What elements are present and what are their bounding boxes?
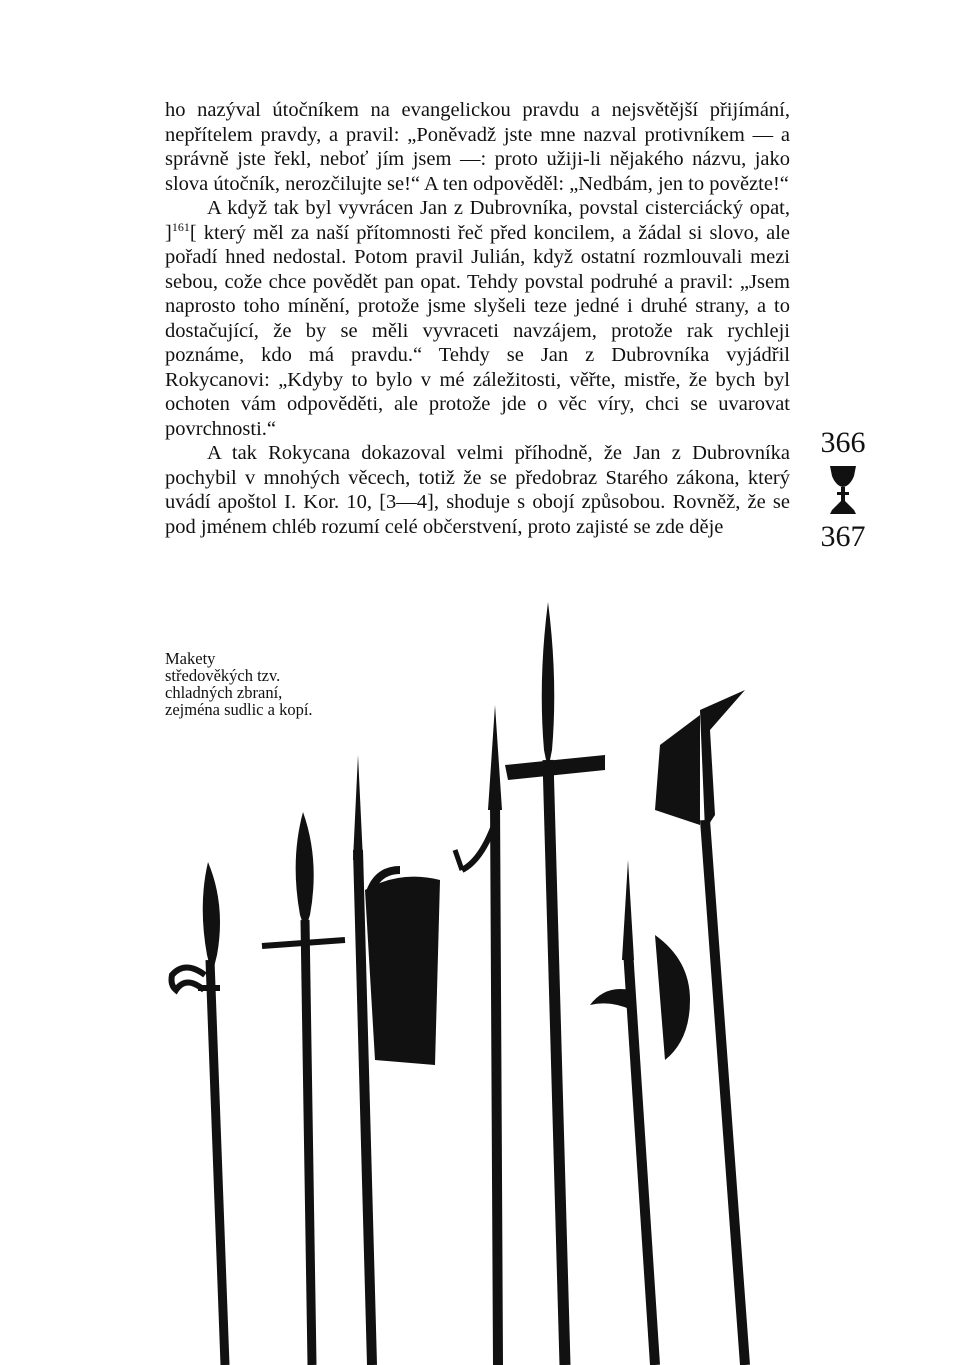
margin-page-numbers [808,428,878,552]
fork-polearm-weapon [455,705,502,1365]
paragraph-3: A tak Rokycana dokazoval velmi příhodně, že Jan z Dubrovníka pochybil v mnohých věcech, totiž že se předobraz Starého zákona, který uvádí apoštol I. Kor. 10, [3—4], shoduje s obojí způsobou. Rovněž, že se pod jménem chléb rozumí celé občerstvení, proto zajisté se zde děje [165,442,790,538]
page-number-right: 367 [820,520,866,553]
caption-line: Makety [165,649,216,668]
caption-line: chladných zbraní, [165,683,283,702]
paragraph-2-rest: [ který měl za naší přítomnosti řeč před koncilem, a žádal si slovo, ale pořadí hned nedostal. Potom pravil Julián, když ostatní rozmlouvali mezi sebou, cože chce povědět pan opat. Tehdy povstal podruhé a pravil: „Jsem naprosto toho mínění, protože jsme slyšeli teze jedné i druhé strany, a to dostačující, že by se měli vyvraceti navzájem, protože rak rychleji poznáme, kdo má pravdu.“ Tehdy se Jan z Dubrovníka vyjádřil Rokycanovi: „Kdyby to bylo v mé záležitosti, věřte, mistře, že bych byl ochoten vám odpověděti, ale protože jde o věc víry, chci se uvarovat povrchnosti.“ [165,221,790,440]
winged-spear-weapon [505,602,605,1365]
spear-hook-weapon [172,862,226,1365]
paragraph-1: ho nazýval útočníkem na evangelickou pravdu a nejsvětější přijímání, nepřítelem pravdy, a pravil: „Poněvadž jste mne nazval protivníkem — a správně jste řekl, neboť jím jsem —: proto užiji-li nějakého názvu, jako slova útočník, nerozčilujte se!“ A ten odpověděl: „Nedbám, jen to povězte!“ [165,99,790,195]
cleaver-polearm-weapon [353,755,440,1365]
caption-line: středověkých tzv. [165,666,281,685]
chalice-icon [828,466,858,516]
paragraph-2-start: A když tak byl vyvrácen Jan z Dubrovníka, povstal cisterciácký opat, ] [165,197,790,244]
polearms-photo [150,590,810,1365]
page-number-left: 366 [820,426,866,459]
footnote-marker: 161 [171,219,190,234]
body-text [165,98,790,539]
spear-crossbar-weapon [262,812,345,1365]
paragraph-2 [165,196,790,441]
caption-line: zejména sudlic a kopí. [165,700,313,719]
axe-polearm-weapon [590,860,690,1365]
